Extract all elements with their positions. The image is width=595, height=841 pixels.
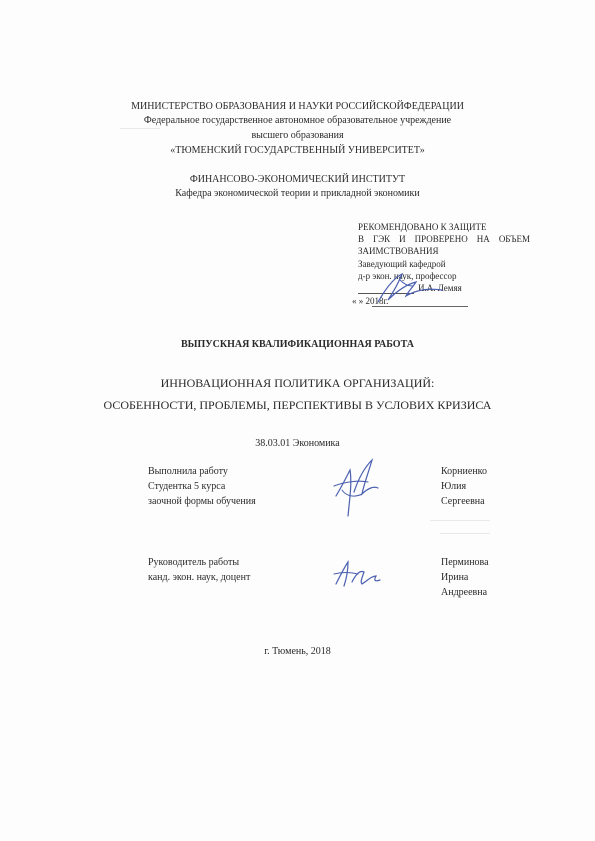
author-patronymic: Сергеевна <box>441 496 485 507</box>
supervisor-patronymic: Андреевна <box>441 587 488 598</box>
specialty: 38.03.01 Экономика <box>255 438 340 449</box>
author-signature-icon <box>328 456 384 522</box>
approval-date: « » 2018г. <box>352 296 389 306</box>
supervisor-role-line-2: канд. экон. наук, доцент <box>148 572 251 583</box>
author-role-line-2: Студентка 5 курса <box>148 481 226 492</box>
supervisor-surname: Перминова <box>441 557 489 568</box>
institution-line-2: высшего образования <box>251 130 344 141</box>
approval-line-1: РЕКОМЕНДОВАНО К ЗАЩИТЕ <box>358 222 487 232</box>
approval-date-line <box>372 306 468 307</box>
city-year: г. Тюмень, 2018 <box>264 646 331 657</box>
approval-line-3: ЗАИМСТВОВАНИЯ <box>358 246 439 256</box>
approval-signer: И.А. Лемяя <box>418 283 462 293</box>
scan-artifact <box>440 533 490 534</box>
scan-artifact <box>430 520 490 521</box>
author-role-line-1: Выполнила работу <box>148 466 228 477</box>
supervisor-name: Ирина <box>441 572 469 583</box>
scan-artifact <box>120 128 160 129</box>
work-type: ВЫПУСКНАЯ КВАЛИФИКАЦИОННАЯ РАБОТА <box>181 339 414 350</box>
approval-line-2: В ГЭК И ПРОВЕРЕНО НА ОБЪЕМ <box>358 234 530 244</box>
institution-line-1: Федеральное государственное автономное образовательное учреждение <box>143 115 452 126</box>
institute-name: ФИНАНСОВО-ЭКОНОМИЧЕСКИЙ ИНСТИТУТ <box>189 174 406 185</box>
supervisor-signature-icon <box>330 558 390 590</box>
approval-signature-icon <box>372 268 452 306</box>
work-title-line-2: ОСОБЕННОСТИ, ПРОБЛЕМЫ, ПЕРСПЕКТИВЫ В УСЛОВИХ КРИЗИСА <box>103 398 492 412</box>
ministry-title: МИНИСТЕРСТВО ОБРАЗОВАНИЯ И НАУКИ РОССИЙСКОЙФЕДЕРАЦИИ <box>131 101 464 112</box>
author-surname: Корниенко <box>441 466 488 477</box>
work-title-line-1: ИННОВАЦИОННАЯ ПОЛИТИКА ОРГАНИЗАЦИЙ: <box>160 376 435 390</box>
approval-line-5: д-р экон. наук, профессор <box>358 271 457 281</box>
university-name: «ТЮМЕНСКИЙ ГОСУДАРСТВЕННЫЙ УНИВЕРСИТЕТ» <box>170 145 425 156</box>
approval-line-4: Заведующий кафедрой <box>358 259 446 269</box>
supervisor-role-line-1: Руководитель работы <box>148 557 240 568</box>
department-name: Кафедра экономической теории и прикладной экономики <box>175 188 420 199</box>
author-name: Юлия <box>441 481 467 492</box>
author-role-line-3: заочной формы обучения <box>148 496 256 507</box>
